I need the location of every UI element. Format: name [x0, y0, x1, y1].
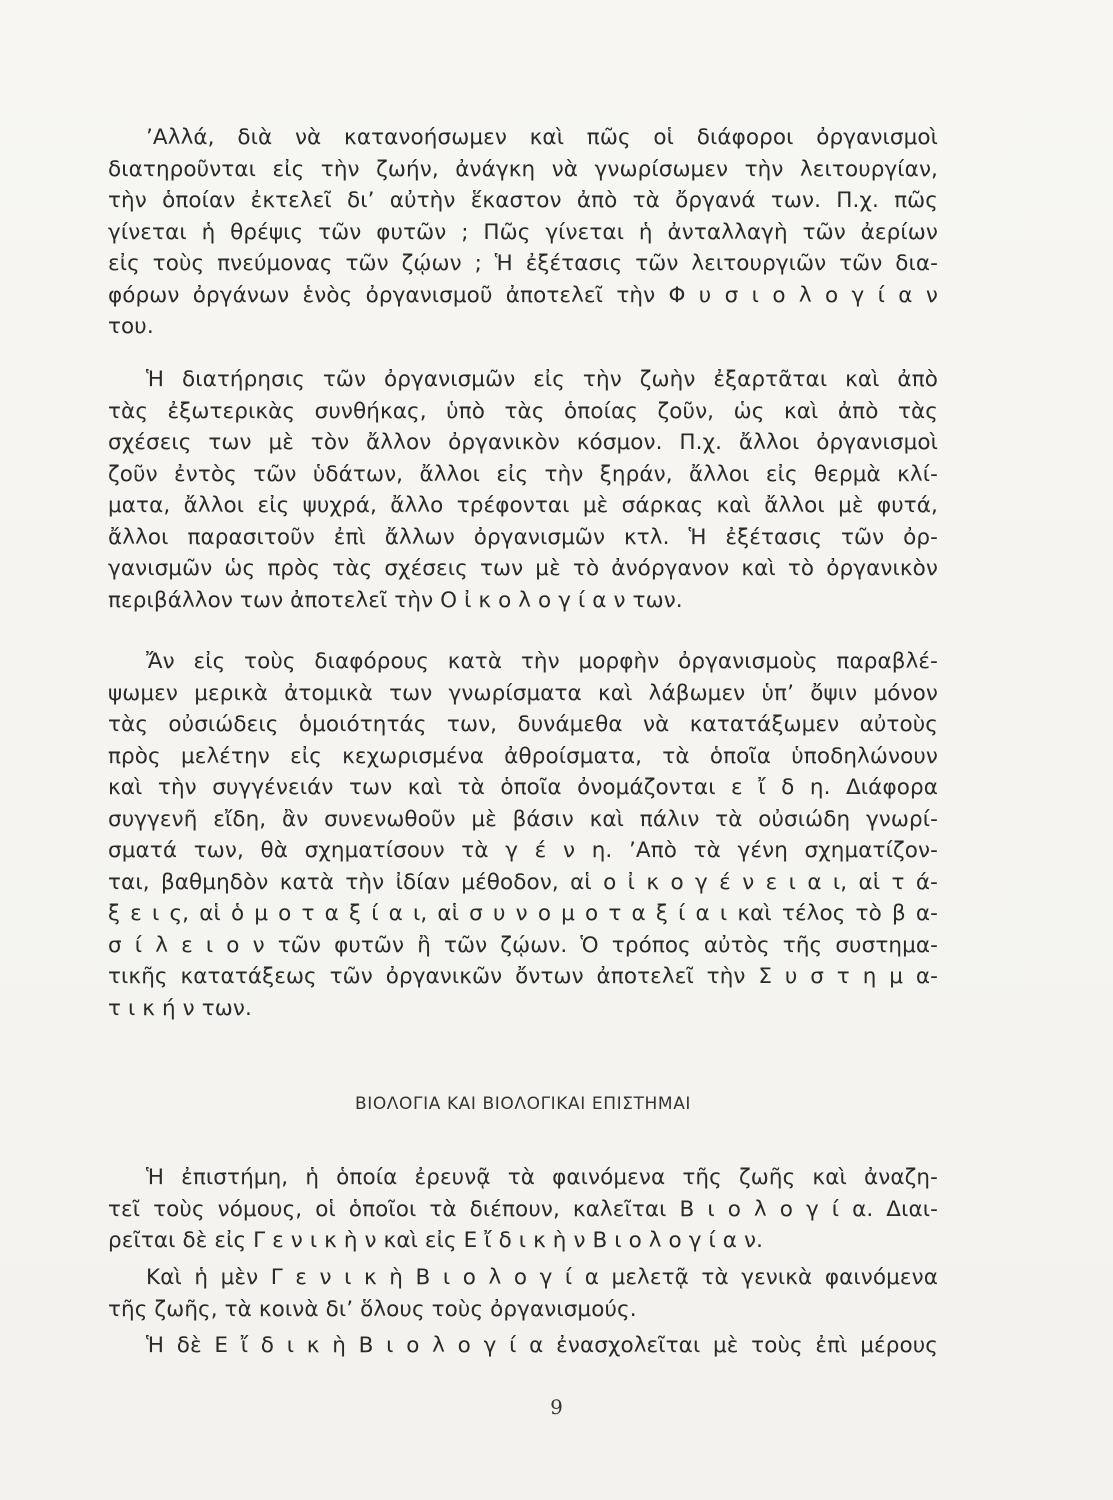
text-line: ἄλλοι παρασιτοῦν ἐπὶ ἄλλων ὀργανισμῶν κτλ. Ἡ ἐξέτασις τῶν ὀρ-: [108, 524, 938, 550]
text-line: ξ ε ι ς, αἱ ὁ μ ο τ α ξ ί α ι, αἱ σ υ ν ο μ ο τ α ξ ί α ι καὶ τέλος τὸ β α-: [108, 901, 938, 926]
text-line: συγγενῆ εἴδη, ἂν συνενωθοῦν μὲ βάσιν καὶ πάλιν τὰ οὐσιώδη γνωρί-: [108, 806, 938, 832]
text-line: σχέσεις των μὲ τὸν ἄλλον ὀργανικὸν κόσμον. Π.χ. ἄλλοι ὀργανισμοὶ: [108, 430, 938, 455]
text-line: καὶ τὴν συγγένειάν των καὶ τὰ ὁποῖα ὀνομάζονται ε ἴ δ η. Διάφορα: [108, 775, 938, 800]
text-line: ψωμεν μερικὰ ἀτομικὰ των γνωρίσματα καὶ λάβωμεν ὑπ’ ὄψιν μόνον: [108, 680, 938, 706]
section-heading: ΒΙΟΛΟΓΙΑ ΚΑΙ ΒΙΟΛΟΓΙΚΑΙ ΕΠΙΣΤΗΜΑΙ: [354, 1094, 692, 1114]
text-line: σματά των, θὰ σχηματίσουν τὰ γ έ ν η. ’Απὸ τὰ γένη σχηματίζον-: [108, 838, 938, 863]
text-line: τικῆς κατατάξεως τῶν ὀργανικῶν ὄντων ἀποτελεῖ τὴν Σ υ σ τ η μ α-: [108, 964, 938, 989]
text-line: του.: [108, 314, 154, 339]
paragraph-biology-definition: [108, 1162, 938, 1257]
text-line: εἰς τοὺς πνεύμονας τῶν ζῴων ; Ἡ ἐξέτασις τῶν λειτουργιῶν τῶν δια-: [108, 251, 938, 276]
text-line: φόρων ὀργάνων ἑνὸς ὀργανισμοῦ ἀποτελεῖ τὴν Φ υ σ ι ο λ ο γ ί α ν: [108, 282, 938, 308]
text-line: τὴν ὁποίαν ἐκτελεῖ δι’ αὐτὴν ἕκαστον ἀπὸ τὰ ὄργανά των. Π.χ. πῶς: [108, 188, 938, 213]
text-line: Ἡ διατήρησις τῶν ὀργανισμῶν εἰς τὴν ζωὴν ἐξαρτᾶται καὶ ἀπὸ: [146, 367, 938, 392]
text-line: σ ί λ ε ι ο ν τῶν φυτῶν ἢ τῶν ζῴων. Ὁ τρόπος αὐτὸς τῆς συστημα-: [108, 932, 938, 958]
paragraph-systematics: [108, 646, 938, 1024]
text-line: πρὸς μελέτην εἰς κεχωρισμένα ἀθροίσματα, τὰ ὁποῖα ὑποδηλώνουν: [108, 743, 938, 769]
text-line: διατηροῦνται εἰς τὴν ζωήν, ἀνάγκη νὰ γνωρίσωμεν τὴν λειτουργίαν,: [108, 156, 938, 182]
page-number: 9: [550, 1395, 563, 1419]
text-line: ζοῦν ἐντὸς τῶν ὑδάτων, ἄλλοι εἰς τὴν ξηράν, ἄλλοι εἰς θερμὰ κλί-: [108, 461, 938, 487]
paragraph-physiology: [108, 122, 938, 343]
paragraph-general-biology: [108, 1262, 938, 1325]
text-line: Καὶ ἡ μὲν Γ ε ν ι κ ὴ Β ι ο λ ο γ ί α μελετᾷ τὰ γενικὰ φαινόμενα: [146, 1265, 938, 1290]
text-line: Ἄν εἰς τοὺς διαφόρους κατὰ τὴν μορφὴν ὀργανισμοὺς παραβλέ-: [146, 649, 938, 674]
text-line: τὰς ἐξωτερικὰς συνθήκας, ὑπὸ τὰς ὁποίας ζοῦν, ὡς καὶ ἀπὸ τὰς: [108, 398, 938, 424]
paragraph-ecology: [108, 364, 938, 616]
text-line: γίνεται ἡ θρέψις τῶν φυτῶν ; Πῶς γίνεται ἡ ἀνταλλαγὴ τῶν ἀερίων: [108, 219, 938, 245]
text-line: Ἡ ἐπιστήμη, ἡ ὁποία ἐρευνᾷ τὰ φαινόμενα τῆς ζωῆς καὶ ἀναζη-: [146, 1165, 938, 1190]
paragraph-special-biology: [108, 1330, 938, 1362]
text-line: τ ι κ ή ν των.: [108, 995, 252, 1021]
text-line: γανισμῶν ὡς πρὸς τὰς σχέσεις των μὲ τὸ ἀνόργανον καὶ τὸ ὀργανικὸν: [108, 556, 938, 581]
text-line: Ἡ δὲ Ε ἴ δ ι κ ὴ Β ι ο λ ο γ ί α ἐνασχολεῖται μὲ τοὺς ἐπὶ μέρους: [146, 1333, 938, 1358]
text-line: περιβάλλον των ἀποτελεῖ τὴν Ο ἰ κ ο λ ο γ ί α ν των.: [108, 587, 683, 613]
text-line: τὰς οὐσιώδεις ὁμοιότητάς των, δυνάμεθα νὰ κατατάξωμεν αὐτοὺς: [108, 712, 938, 737]
text-line: ματα, ἄλλοι εἰς ψυχρά, ἄλλο τρέφονται μὲ σάρκας καὶ ἄλλοι μὲ φυτά,: [108, 493, 938, 518]
text-line: τεῖ τοὺς νόμους, οἱ ὁποῖοι τὰ διέπουν, καλεῖται Β ι ο λ ο γ ί α. Διαι-: [108, 1196, 938, 1222]
text-line: ται, βαθμηδὸν κατὰ τὴν ἰδίαν μέθοδον, αἱ ο ἰ κ ο γ έ ν ε ι α ι, αἱ τ ά-: [108, 869, 938, 895]
text-line: ρεῖται δὲ εἰς Γ ε ν ι κ ὴ ν καὶ εἰς Ε ἴ δ ι κ ὴ ν Β ι ο λ ο γ ί α ν.: [108, 1228, 764, 1253]
text-line: τῆς ζωῆς, τὰ κοινὰ δι’ ὅλους τοὺς ὀργανισμούς.: [108, 1296, 637, 1322]
text-line: ’Αλλά, διὰ νὰ κατανοήσωμεν καὶ πῶς οἱ διάφοροι ὀργανισμοὶ: [146, 125, 938, 150]
